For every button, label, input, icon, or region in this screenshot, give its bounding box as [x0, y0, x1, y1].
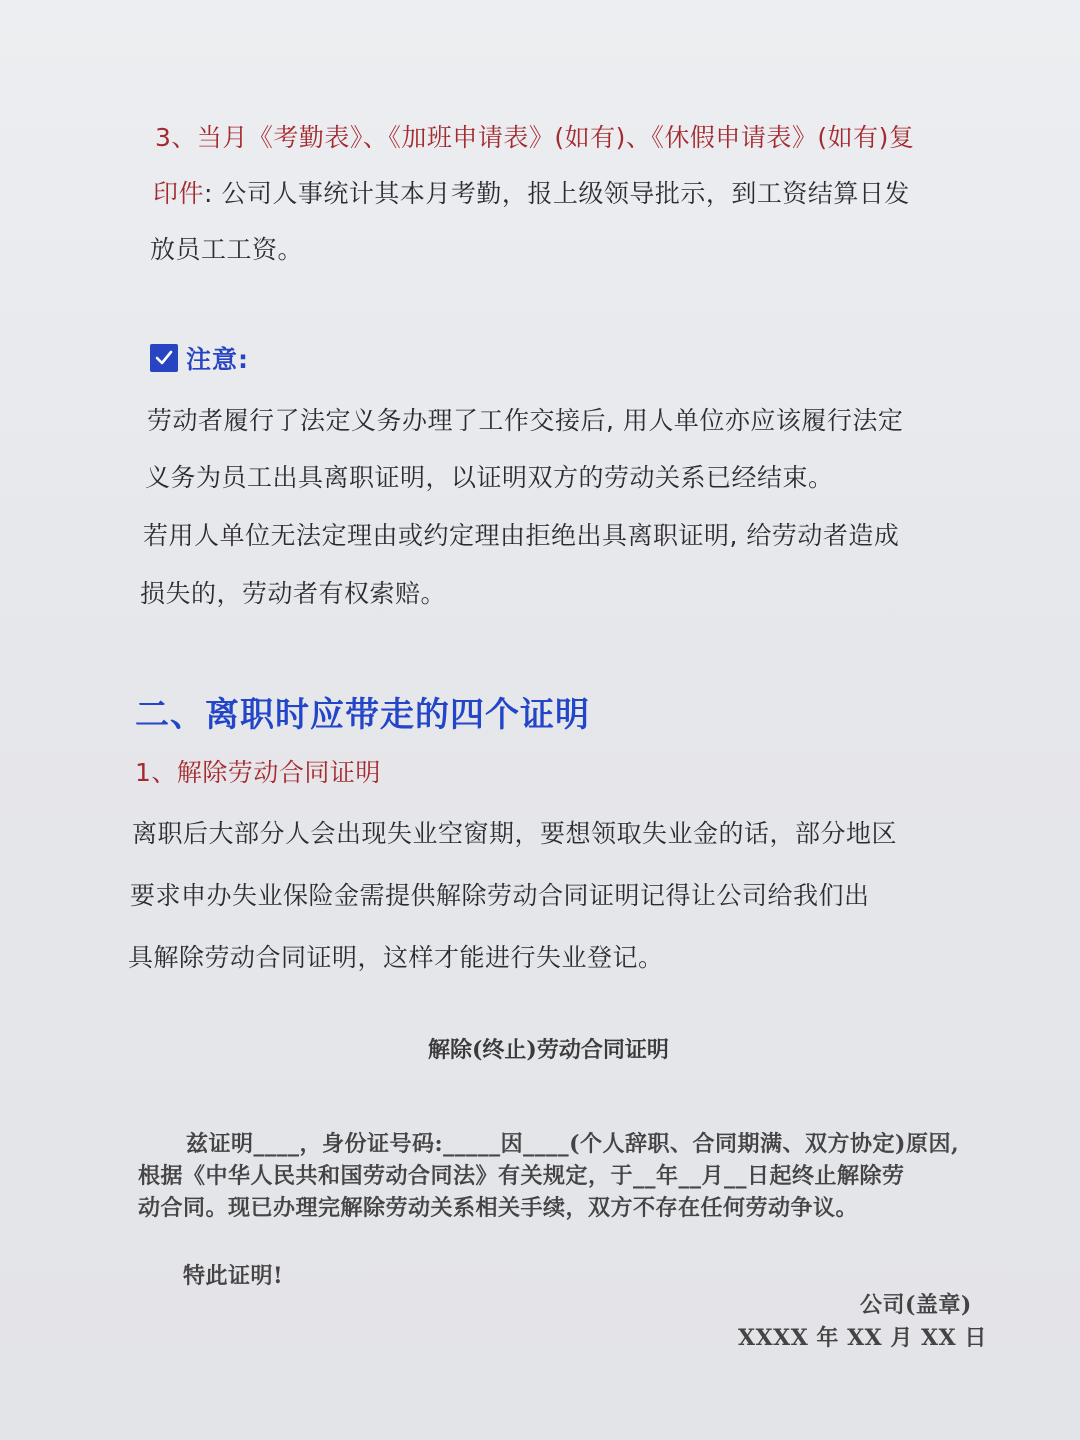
certificate-body-line2: 根据《中华人民共和国劳动合同法》有关规定，于__年__月__日起终止解除劳 [138, 1163, 905, 1189]
item3-line3: 放员工工资。 [150, 235, 304, 264]
certificate-closing: 特此证明! [183, 1263, 284, 1289]
item3-line2 [153, 174, 910, 210]
note-para2-line2: 损失的，劳动者有权索赔。 [140, 579, 447, 608]
certificate-body-line1: 兹证明____，身份证号码:_____因____(个人辞职、合同期满、双方协定)原因, [186, 1131, 960, 1157]
note-label: 注意: [186, 345, 249, 374]
section2-item1-line3: 具解除劳动合同证明，这样才能进行失业登记。 [128, 943, 664, 972]
section2-title: 二、离职时应带走的四个证明 [135, 695, 590, 735]
note-para1-line2: 义务为员工出具离职证明，以证明双方的劳动关系已经结束。 [145, 463, 834, 492]
certificate-body-line3: 动合同。现已办理完解除劳动关系相关手续，双方不存在任何劳动争议。 [138, 1195, 859, 1221]
certificate-title: 解除(终止)劳动合同证明 [428, 1037, 669, 1063]
item3-line1: 3、当月《考勤表》、《加班申请表》(如有)、《休假申请表》(如有)复 [155, 123, 915, 152]
section2-item1-line2: 要求申办失业保险金需提供解除劳动合同证明记得让公司给我们出 [130, 881, 870, 910]
checkbox-checked-icon [150, 344, 178, 372]
section2-item1-title: 1、解除劳动合同证明 [135, 758, 381, 787]
note-para1-line1: 劳动者履行了法定义务办理了工作交接后, 用人单位亦应该履行法定 [147, 406, 904, 435]
item3-line2-rest: : 公司人事统计其本月考勤，报上级领导批示，到工资结算日发 [204, 179, 910, 208]
certificate-company: 公司(盖章) [860, 1292, 972, 1318]
item3-line2-red: 印件 [153, 179, 205, 208]
note-para2-line1: 若用人单位无法定理由或约定理由拒绝出具离职证明, 给劳动者造成 [143, 521, 900, 550]
certificate-date: XXXX 年 XX 月 XX 日 [738, 1325, 987, 1351]
section2-item1-line1: 离职后大部分人会出现失业空窗期，要想领取失业金的话，部分地区 [132, 819, 898, 848]
note-heading [150, 340, 249, 376]
